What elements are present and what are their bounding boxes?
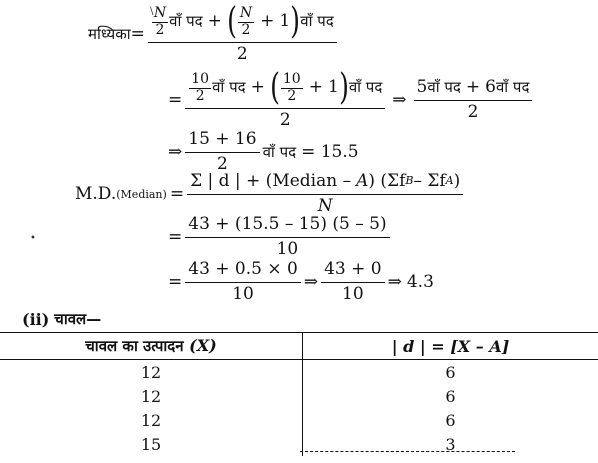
two-digit: 2: [241, 21, 251, 38]
md-fraction: [187, 172, 463, 216]
cell-d: 6: [445, 362, 456, 382]
n-over-2: [152, 6, 168, 38]
implies-arrow: ⇒: [168, 142, 183, 163]
md-step3-fraction: [185, 260, 301, 304]
table-row: [0, 408, 598, 432]
md-label: M.D.: [75, 184, 117, 205]
md-step3b-denominator: 10: [342, 283, 364, 304]
step2b-denominator: 2: [467, 101, 479, 122]
ten-over-2-b: [281, 72, 303, 104]
table-row: [0, 384, 598, 408]
six-digit: 6: [485, 77, 496, 98]
cell-x: 12: [0, 408, 303, 432]
md-num-part3: – Σf: [413, 171, 446, 191]
step2b-numerator: [414, 78, 533, 101]
right-paren: ): [338, 67, 349, 108]
md-step2-numerator: 43 + (15.5 – 15) (5 – 5): [185, 215, 389, 238]
left-paren: (: [269, 67, 280, 108]
header-x-var: (X): [189, 336, 217, 355]
md-step2-denominator: 10: [276, 238, 299, 259]
header-deviation: | d | = [X – A]: [303, 333, 598, 360]
equals-sign: =: [169, 184, 185, 205]
step2b-fraction: [414, 78, 533, 122]
md-result: 4.3: [406, 272, 434, 293]
n-over-2-b: [238, 6, 254, 38]
fa-subscript: A: [445, 174, 454, 188]
rice-production-table: [0, 332, 598, 456]
header-production-text: चावल का उत्पादन: [85, 337, 184, 355]
step3-denominator: 2: [217, 153, 228, 174]
scan-speck: •: [30, 233, 36, 244]
md-denominator: N: [317, 195, 333, 216]
cell-x: 12: [0, 360, 303, 385]
term-word: वाँ पद: [427, 78, 461, 97]
step2-denominator: 2: [279, 110, 291, 130]
close-paren: ): [453, 171, 461, 191]
ten-digit: 10: [282, 71, 301, 88]
scan-speck: \: [150, 6, 154, 17]
md-formula-row: [75, 172, 466, 216]
md-step3b-fraction: [321, 260, 385, 304]
md-step2-row: [168, 215, 393, 259]
ten-over-2: [189, 72, 211, 104]
md-step3-numerator: 43 + 0.5 × 0: [185, 260, 301, 283]
one-digit: 1: [327, 77, 339, 98]
implies-arrow: ⇒: [392, 90, 407, 111]
two-digit: 2: [155, 21, 165, 38]
implies-arrow: ⇒: [303, 272, 319, 293]
two-digit: 2: [195, 87, 205, 104]
cell-d: 3: [445, 434, 456, 454]
cell-d: 6: [445, 386, 456, 406]
term-word: वाँ पद: [262, 143, 297, 162]
five-digit: 5: [416, 77, 428, 98]
md-step3b-numerator: 43 + 0: [321, 260, 385, 283]
n-symbol: N: [239, 5, 253, 22]
plus-sign: +: [250, 77, 265, 98]
term-word: वाँ पद: [169, 12, 203, 31]
md-num-part1: Σ | d | + (Median –: [190, 171, 352, 191]
cell-d: 6: [445, 410, 456, 430]
plus-sign: +: [465, 77, 481, 98]
header-production: [0, 333, 303, 360]
median-numerator: [148, 1, 337, 43]
table-header-row: [0, 333, 598, 360]
table-dashed-rule: [300, 451, 515, 452]
term-word: वाँ पद: [300, 12, 334, 31]
cell-x: 12: [0, 384, 303, 408]
cell-x: 15: [0, 432, 303, 456]
plus-sign: +: [207, 11, 222, 32]
two-digit: 2: [287, 87, 297, 104]
section-number: (ii): [22, 309, 50, 329]
implies-arrow: ⇒: [387, 272, 402, 293]
fb-subscript: B: [405, 174, 414, 188]
equals-sign: =: [168, 272, 183, 293]
left-paren: (: [226, 1, 237, 42]
md-step2-fraction: [185, 215, 389, 259]
step3-fraction: [185, 130, 259, 174]
right-paren: ): [290, 1, 301, 42]
ten-digit: 10: [191, 71, 210, 88]
term-word: वाँ पद: [212, 78, 246, 97]
step3-numerator: 15 + 16: [185, 130, 259, 153]
md-step3-row: [168, 260, 434, 304]
median-label: मध्यिका: [88, 25, 131, 44]
equals-sign: =: [168, 90, 183, 111]
section-heading: [22, 309, 101, 329]
md-numerator: [187, 172, 463, 195]
section-title: चावल—: [54, 310, 102, 328]
table-row: [0, 360, 598, 385]
md-step3-denominator: 10: [232, 283, 254, 304]
table-row: [0, 432, 598, 456]
equals-sign: =: [130, 24, 145, 45]
plus-sign: +: [308, 77, 323, 98]
median-fraction: [148, 1, 337, 65]
step2-fraction: [185, 67, 385, 131]
median-step3-row: [168, 130, 359, 174]
equals-sign: =: [168, 227, 183, 248]
term-word: वाँ पद: [348, 78, 383, 97]
md-subscript: (Median): [116, 187, 167, 201]
step2-numerator: [185, 67, 385, 109]
median-result: = 15.5: [301, 142, 359, 163]
one-digit: 1: [279, 11, 291, 32]
term-word: वाँ पद: [495, 78, 530, 97]
md-num-part2: ) (Σf: [368, 171, 406, 191]
plus-sign: +: [260, 11, 275, 32]
median-formula-row: [88, 1, 340, 65]
median-denominator: 2: [236, 44, 248, 64]
n-symbol: N: [153, 5, 167, 22]
median-step2-row: [168, 67, 535, 131]
a-symbol: A: [356, 171, 369, 191]
